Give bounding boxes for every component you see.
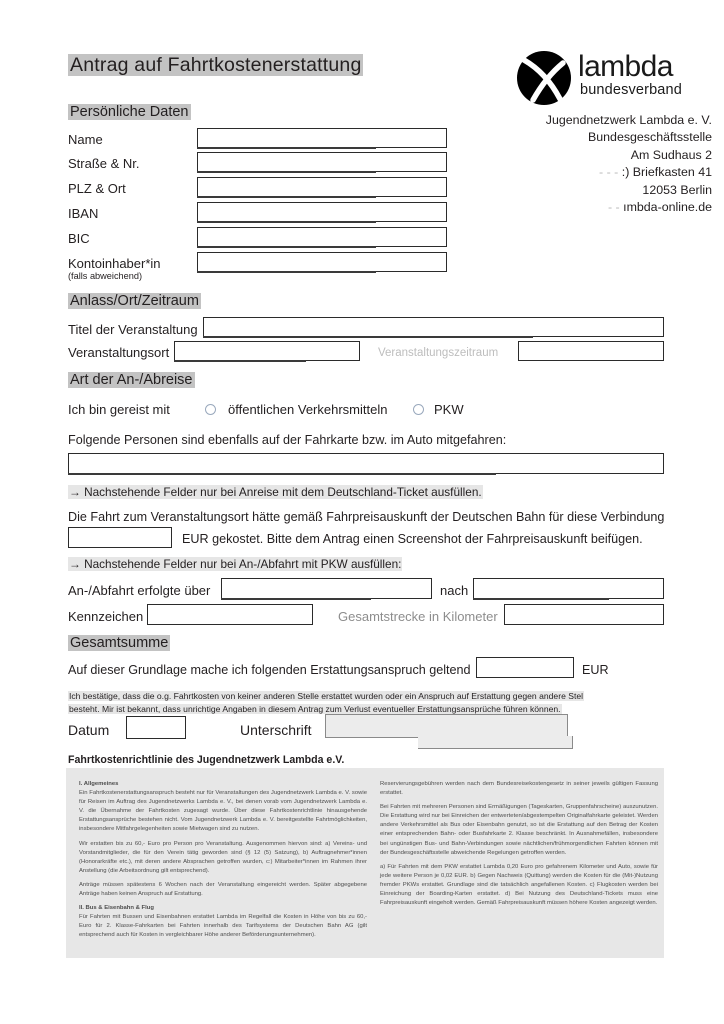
address-line-4 — [440, 164, 712, 181]
input-plate[interactable] — [147, 604, 313, 625]
input-street[interactable] — [197, 152, 447, 172]
input-distance[interactable] — [504, 604, 664, 625]
input-claim-amount[interactable] — [476, 657, 574, 678]
input-dticket-amount[interactable] — [68, 527, 172, 548]
note-car — [68, 556, 402, 573]
input-bic[interactable] — [197, 227, 447, 247]
label-route-from: An-/Abfahrt erfolgte über — [68, 583, 211, 598]
page-title — [68, 54, 363, 77]
section-heading-occasion-text: Anlass/Ort/Zeitraum — [70, 293, 199, 309]
logo-subtitle: bundesverband — [580, 82, 682, 98]
note-dticket-text: → Nachstehende Felder nur bei Anreise mit dem Deutschland-Ticket ausfüllen. — [69, 485, 482, 499]
guidelines-paragraph: Bei Fahrten mit mehreren Personen sind Ermäßigungen (Tageskarten, Gruppenfahrscheine) auszunutzen. Die Erstattung wird nur bei Einreichen der entwerteten/abgestempelten Originalfahrkarte geleistet. Werden andere Verkehrsmittel als Bus oder Eisenbahn genutzt, so ist die Erstattung auf den Betrag der Kosten einer entsprechenden Bahn- oder Busfahrkarte 2. Klasse beschränkt. In Ausnahmefällen, insbesondere bei ungünstigen Bus- und Bahn-Verbindungen sowie nächtlichen/frühmorgendlichen Fahrten können mit der Bundesgeschäftsstelle abweichende Regelungen getroffen werden. — [380, 804, 658, 856]
input-signature[interactable] — [325, 714, 568, 738]
note-car-text: → Nachstehende Felder nur bei An-/Abfahrt mit PKW ausfüllen: — [69, 557, 402, 571]
guidelines-title: Fahrtkostenrichtlinie des Jugendnetzwerk Lambda e.V. — [68, 754, 345, 766]
address-line-3: Am Sudhaus 2 — [630, 147, 712, 162]
label-distance: Gesamtstrecke in Kilometer — [338, 609, 498, 624]
radio-public-transport[interactable] — [205, 404, 216, 415]
label-zip-city: PLZ & Ort — [68, 181, 126, 196]
lambda-circle-logo — [516, 50, 572, 106]
label-companions: Folgende Personen sind ebenfalls auf der Fahrkarte bzw. im Auto mitgefahren: — [68, 433, 507, 447]
confirmation-text — [68, 690, 584, 716]
address-line-5: 12053 Berlin — [642, 182, 712, 197]
input-event-period[interactable] — [518, 341, 664, 361]
input-companions[interactable] — [68, 453, 664, 474]
address-line-6-faded: - - — [607, 200, 620, 215]
label-plate: Kennzeichen — [68, 609, 144, 624]
page-title-text: Antrag auf Fahrtkostenerstattung — [70, 54, 362, 76]
label-car: PKW — [434, 402, 464, 417]
label-bic: BIC — [68, 231, 90, 246]
label-account-holder-hint: (falls abweichend) — [68, 271, 143, 281]
guidelines-paragraph: Anträge müssen spätestens 6 Wochen nach der Veranstaltung eingereicht werden. Später abgegebene Anträge haben keinen Anspruch auf Erstattung. — [79, 881, 367, 898]
input-event-place[interactable] — [174, 341, 360, 361]
label-name: Name — [68, 132, 103, 147]
input-route-from[interactable] — [221, 578, 432, 599]
label-claim: Auf dieser Grundlage mache ich folgenden Erstattungsanspruch geltend — [68, 663, 471, 677]
input-date[interactable] — [126, 716, 186, 739]
label-event-period: Veranstaltungszeitraum — [378, 347, 499, 359]
address-line-2: Bundesgeschäftsstelle — [588, 130, 712, 145]
confirmation-line-1: Ich bestätige, dass die o.g. Fahrtkosten von keiner anderen Stelle erstattet wurden oder ein Anspruch auf Erstattung gegen andere Stel — [69, 691, 584, 701]
lambda-logo — [516, 50, 712, 110]
label-event-place: Veranstaltungsort — [68, 345, 170, 360]
label-public-transport: öffentlichen Verkehrsmitteln — [228, 402, 388, 417]
address-line-4-text: :) Briefkasten 41 — [621, 165, 712, 180]
guidelines-paragraph: a) Für Fahrten mit dem PKW erstattet Lambda 0,20 Euro pro gefahrenem Kilometer und Auto, sowie für jede weitere Person je 0,02 EUR. b) Gegen Nachweis (Quittung) werden die Kosten für die (Mit-)Nutzung fremder PKWs erstattet. Grundlage sind die tatsächlich angefallenen Kosten. c) Flugkosten werden bei Einreichung der Boarding-Karten erstattet. d) Bei Nutzung des Deutschland-Tickets muss eine Fahrpreisauskunft eingeholt werden. Gemäß Fahrpreisauskunft müssen höhere Kosten angezeigt werden. — [380, 863, 658, 907]
label-iban: IBAN — [68, 206, 99, 221]
label-signature: Unterschrift — [240, 722, 312, 738]
label-date: Datum — [68, 722, 110, 738]
label-account-holder: Kontoinhaber*in — [68, 256, 161, 271]
address-website: ımbda-online.de — [623, 200, 712, 215]
address-line-1: Jugendnetzwerk Lambda e. V. — [545, 113, 712, 127]
label-claim-currency: EUR — [582, 663, 609, 677]
radio-car[interactable] — [413, 404, 424, 415]
input-zip-city[interactable] — [197, 177, 447, 197]
section-heading-occasion — [68, 293, 201, 310]
guidelines-paragraph: Ein Fahrtkostenerstattungsanspruch besteht nur für Veranstaltungen des Jugendnetzwerk Lambda e. V. sowie für Reisen im Auftrag des Jugendnetzwerks Lambda e. V., bei denen vorab vom Jugendnetzwerk Lambda e. V. die Übernahme der Fahrtkosten zugesagt wurde. Über diese Fahrtkostenrichtlinie hinausgehende Erstattungsansprüche bestehen nicht. Vom Jugendnetzwerk Lambda e. V. bereitgestellte Fahrtmöglichkeiten, insbesondere Mitfahrgelegenheiten sowie Mietwagen sind zu nutzen. — [79, 790, 367, 833]
guidelines-paragraph: Reservierungsgebühren werden nach dem Bundesreisekostengesetz in seiner jeweils gültigen Fassung erstattet. — [380, 781, 658, 797]
guidelines-column-right — [380, 780, 658, 908]
guidelines-paragraph: II. Bus & Eisenbahn & Flug — [79, 905, 154, 912]
guidelines-paragraph: Für Fahrten mit Bussen und Eisenbahnen erstattet Lambda im Regelfall die Kosten in Höhe von bis zu 60,- Euro für 2. Klasse-Fahrkarten bei Fahrten innerhalb des Tarifsystems der Deutschen Bahn AG (gilt entsprechend auch für Kosten in vergleichbarer Höhe anderer Beförderungsunternehmen). — [79, 914, 367, 939]
organization-address — [440, 112, 712, 216]
input-iban[interactable] — [197, 202, 447, 222]
section-heading-personal — [68, 104, 191, 121]
guidelines-paragraph: I. Allgemeines — [79, 781, 119, 787]
guidelines-paragraph: Wir erstatten bis zu 60,- Euro pro Person pro Veranstaltung. Ausgenommen hiervon sind: a) Vereins- und Vorstandmitglieder, die für den Verein tätig geworden sind (§ 12 (5) Satzung), b) Auftragnehmer*innen (Honorarkräfte etc.), mit deren andere Absprachen getroffen wurden, c:) Mitarbeiter*innen im Rahmen ihrer Anstellung (die Arbeitsordnung gilt entsprechend). — [79, 840, 367, 874]
label-travel-mode: Ich bin gereist mit — [68, 402, 170, 417]
logo-wordmark: lambda — [578, 50, 673, 83]
text-dticket-line2: EUR gekostet. Bitte dem Antrag einen Screenshot der Fahrpreisauskunft beifügen. — [182, 532, 643, 546]
input-route-to[interactable] — [473, 578, 664, 599]
input-account-holder[interactable] — [197, 252, 447, 272]
label-route-to: nach — [440, 583, 469, 598]
section-heading-travel — [68, 372, 195, 389]
confirmation-line-2: besteht. Mir ist bekannt, dass unrichtige Angaben in diesem Antrag zum Verlust eventueller Erstattungsansprüche führen können. — [69, 704, 561, 714]
address-line-4-faded: - - - — [599, 165, 619, 180]
label-event-title: Titel der Veranstaltung — [68, 322, 198, 337]
input-event-title[interactable] — [203, 317, 664, 337]
text-dticket-line1: Die Fahrt zum Veranstaltungsort hätte gemäß Fahrpreisauskunft der Deutschen Bahn für diese Verbindung — [68, 510, 665, 524]
input-name[interactable] — [197, 128, 447, 148]
section-heading-travel-text: Art der An-/Abreise — [70, 372, 193, 388]
section-heading-personal-text: Persönliche Daten — [70, 104, 189, 120]
section-heading-total — [68, 635, 170, 652]
section-heading-total-text: Gesamtsumme — [70, 635, 169, 651]
address-line-6 — [440, 199, 712, 216]
note-dticket — [68, 484, 483, 501]
guidelines-column-left — [79, 780, 367, 941]
label-street: Straße & Nr. — [68, 156, 140, 171]
